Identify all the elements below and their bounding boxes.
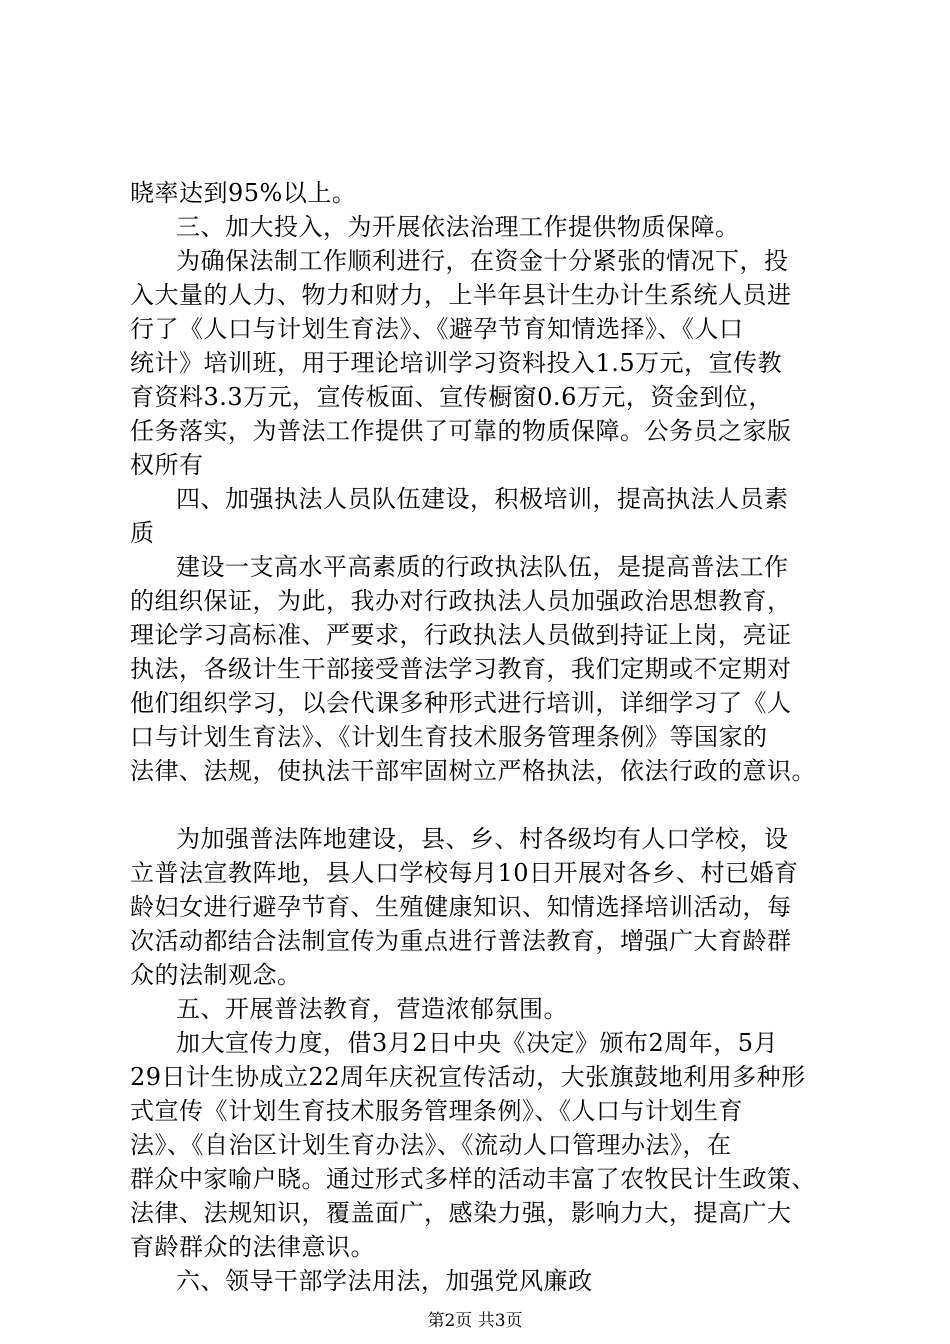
- page-number-footer: 第2页 共3页: [427, 1311, 523, 1331]
- paragraph-line: 次活动都结合法制宣传为重点进行普法教育，增强广大育龄群: [130, 927, 792, 955]
- paragraph-line: 立普法宣教阵地，县人口学校每月10日开展对各乡、村已婚育: [130, 859, 799, 887]
- paragraph-line: 他们组织学习，以会代课多种形式进行培训，详细学习了《人: [130, 689, 792, 717]
- paragraph-line: 建设一支高水平高素质的行政执法队伍，是提高普法工作: [176, 553, 789, 581]
- paragraph-line: 育龄群众的法律意识。: [130, 1233, 375, 1261]
- paragraph-line: 法律、法规知识，覆盖面广，感染力强，影响力大，提高广大: [130, 1199, 792, 1227]
- paragraph-line: 29日计生协成立22周年庆祝宣传活动，大张旗鼓地利用多种形: [130, 1063, 806, 1091]
- paragraph-line: 式宣传《计划生育技术服务管理条例》、《人口与计划生育: [130, 1097, 743, 1125]
- paragraph-line: 为加强普法阵地建设，县、乡、村各级均有人口学校，设: [176, 825, 789, 853]
- paragraph-line: 任务落实，为普法工作提供了可靠的物质保障。公务员之家版: [130, 417, 792, 445]
- paragraph-line: 执法，各级计生干部接受普法学习教育，我们定期或不定期对: [130, 655, 792, 683]
- paragraph-line: 育资料3.3万元，宣传板面、宣传橱窗0.6万元，资金到位，: [130, 383, 773, 411]
- section-heading-continued: 质: [130, 519, 155, 547]
- section-heading: 五、开展普法教育，营造浓郁氛围。: [176, 995, 568, 1023]
- paragraph-line: 为确保法制工作顺利进行，在资金十分紧张的情况下，投: [176, 247, 789, 275]
- paragraph-line: 行了《人口与计划生育法》、《避孕节育知情选择》、《人口: [130, 315, 744, 343]
- paragraph-line: 口与计划生育法》、《计划生育技术服务管理条例》等国家的: [130, 723, 768, 751]
- section-heading: 六、领导干部学法用法，加强党风廉政: [176, 1267, 593, 1295]
- paragraph-line: 统计》培训班，用于理论培训学习资料投入1.5万元，宣传教: [130, 349, 783, 377]
- paragraph-line: 的组织保证，为此，我办对行政执法人员加强政治思想教育，: [130, 587, 792, 615]
- paragraph-line: 加大宣传力度，借3月2日中央《决定》颁布2周年，5月: [176, 1029, 779, 1057]
- paragraph-line: 龄妇女进行避孕节育、生殖健康知识、知情选择培训活动，每: [130, 893, 792, 921]
- paragraph-line: 法律、法规，使执法干部牢固树立严格执法，依法行政的意识。: [130, 757, 816, 785]
- paragraph-line: 权所有: [130, 451, 204, 479]
- section-heading: 四、加强执法人员队伍建设，积极培训，提高执法人员素: [176, 485, 789, 513]
- paragraph-line: 法》、《自治区计划生育办法》、《流动人口管理办法》，在: [130, 1131, 732, 1159]
- paragraph-line: 群众中家喻户晓。通过形式多样的活动丰富了农牧民计生政策、: [130, 1165, 816, 1193]
- paragraph-line: 入大量的人力、物力和财力，上半年县计生办计生系统人员进: [130, 281, 792, 309]
- paragraph-line: 晓率达到95%以上。: [130, 179, 357, 207]
- section-heading: 三、加大投入，为开展依法治理工作提供物质保障。: [176, 213, 740, 241]
- paragraph-line: 理论学习高标准、严要求，行政执法人员做到持证上岗，亮证: [130, 621, 792, 649]
- paragraph-line: 众的法制观念。: [130, 961, 302, 989]
